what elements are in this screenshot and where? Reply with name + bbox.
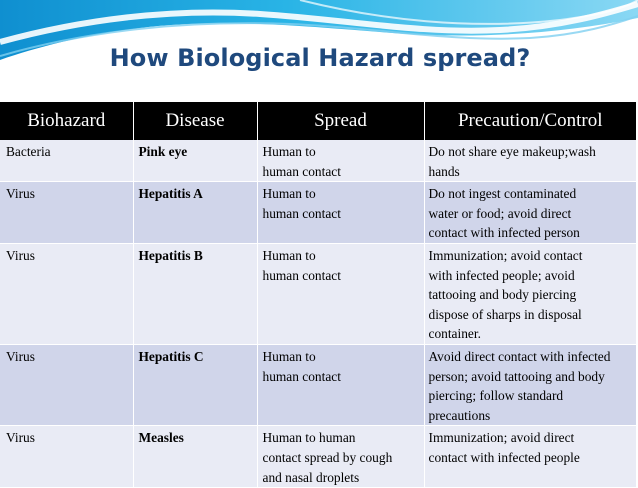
cell-precaution — [424, 426, 636, 488]
cell-biohazard: Virus — [0, 182, 133, 244]
precaution-line: Immunization; avoid contact — [428, 247, 583, 263]
cell-disease: Hepatitis A — [133, 182, 257, 244]
spread-line: Human to human — [262, 430, 356, 446]
precaution-line: Avoid direct contact with infected — [428, 348, 611, 364]
table-row — [0, 243, 636, 344]
spread-line: Human to — [262, 186, 316, 202]
table-header-row — [0, 102, 636, 140]
table-row — [0, 182, 636, 244]
spread-line: human contact — [262, 368, 341, 384]
precaution-line: container. — [428, 326, 481, 342]
cell-disease: Hepatitis C — [133, 344, 257, 425]
spread-line: Human to — [262, 247, 316, 263]
spread-line: contact spread by cough — [262, 449, 393, 465]
biohazard-table — [0, 102, 636, 488]
spread-line: and nasal droplets — [262, 469, 360, 485]
precaution-line: contact with infected people — [428, 449, 580, 465]
cell-spread — [257, 140, 424, 182]
cell-biohazard: Virus — [0, 243, 133, 344]
precaution-line: dispose of sharps in disposal — [428, 306, 582, 322]
spread-line: human contact — [262, 267, 341, 283]
cell-precaution — [424, 140, 636, 182]
cell-spread — [257, 344, 424, 425]
cell-disease: Hepatitis B — [133, 243, 257, 344]
precaution-line: Do not ingest contaminated — [428, 186, 577, 202]
precaution-line: contact with infected person — [428, 225, 580, 241]
precaution-line: water or food; avoid direct — [428, 205, 572, 221]
spread-line: Human to — [262, 348, 316, 364]
precaution-line: Immunization; avoid direct — [428, 430, 575, 446]
precaution-line: piercing; follow standard — [428, 388, 564, 404]
cell-precaution — [424, 344, 636, 425]
cell-disease: Measles — [133, 426, 257, 488]
precaution-line: with infected people; avoid — [428, 267, 575, 283]
cell-biohazard: Bacteria — [0, 140, 133, 182]
precaution-line: person; avoid tattooing and body — [428, 368, 605, 384]
precaution-line: Do not share eye makeup;wash — [428, 144, 596, 159]
cell-spread — [257, 243, 424, 344]
precaution-line: precautions — [428, 407, 491, 423]
cell-spread — [257, 182, 424, 244]
table-row — [0, 140, 636, 182]
cell-biohazard: Virus — [0, 344, 133, 425]
precaution-line: hands — [428, 163, 460, 179]
cell-biohazard: Virus — [0, 426, 133, 488]
precaution-line: tattooing and body piercing — [428, 287, 577, 303]
table-row — [0, 344, 636, 425]
header-biohazard: Biohazard — [0, 102, 133, 140]
cell-spread — [257, 426, 424, 488]
header-disease: Disease — [133, 102, 257, 140]
spread-line: human contact — [262, 205, 341, 221]
header-precaution: Precaution/Control — [424, 102, 636, 140]
header-spread: Spread — [257, 102, 424, 140]
slide-title: How Biological Hazard spread? — [109, 44, 531, 72]
spread-line: Human to — [262, 144, 316, 159]
cell-precaution — [424, 243, 636, 344]
table-row — [0, 426, 636, 488]
cell-precaution — [424, 182, 636, 244]
cell-disease: Pink eye — [133, 140, 257, 182]
spread-line: human contact — [262, 163, 341, 179]
